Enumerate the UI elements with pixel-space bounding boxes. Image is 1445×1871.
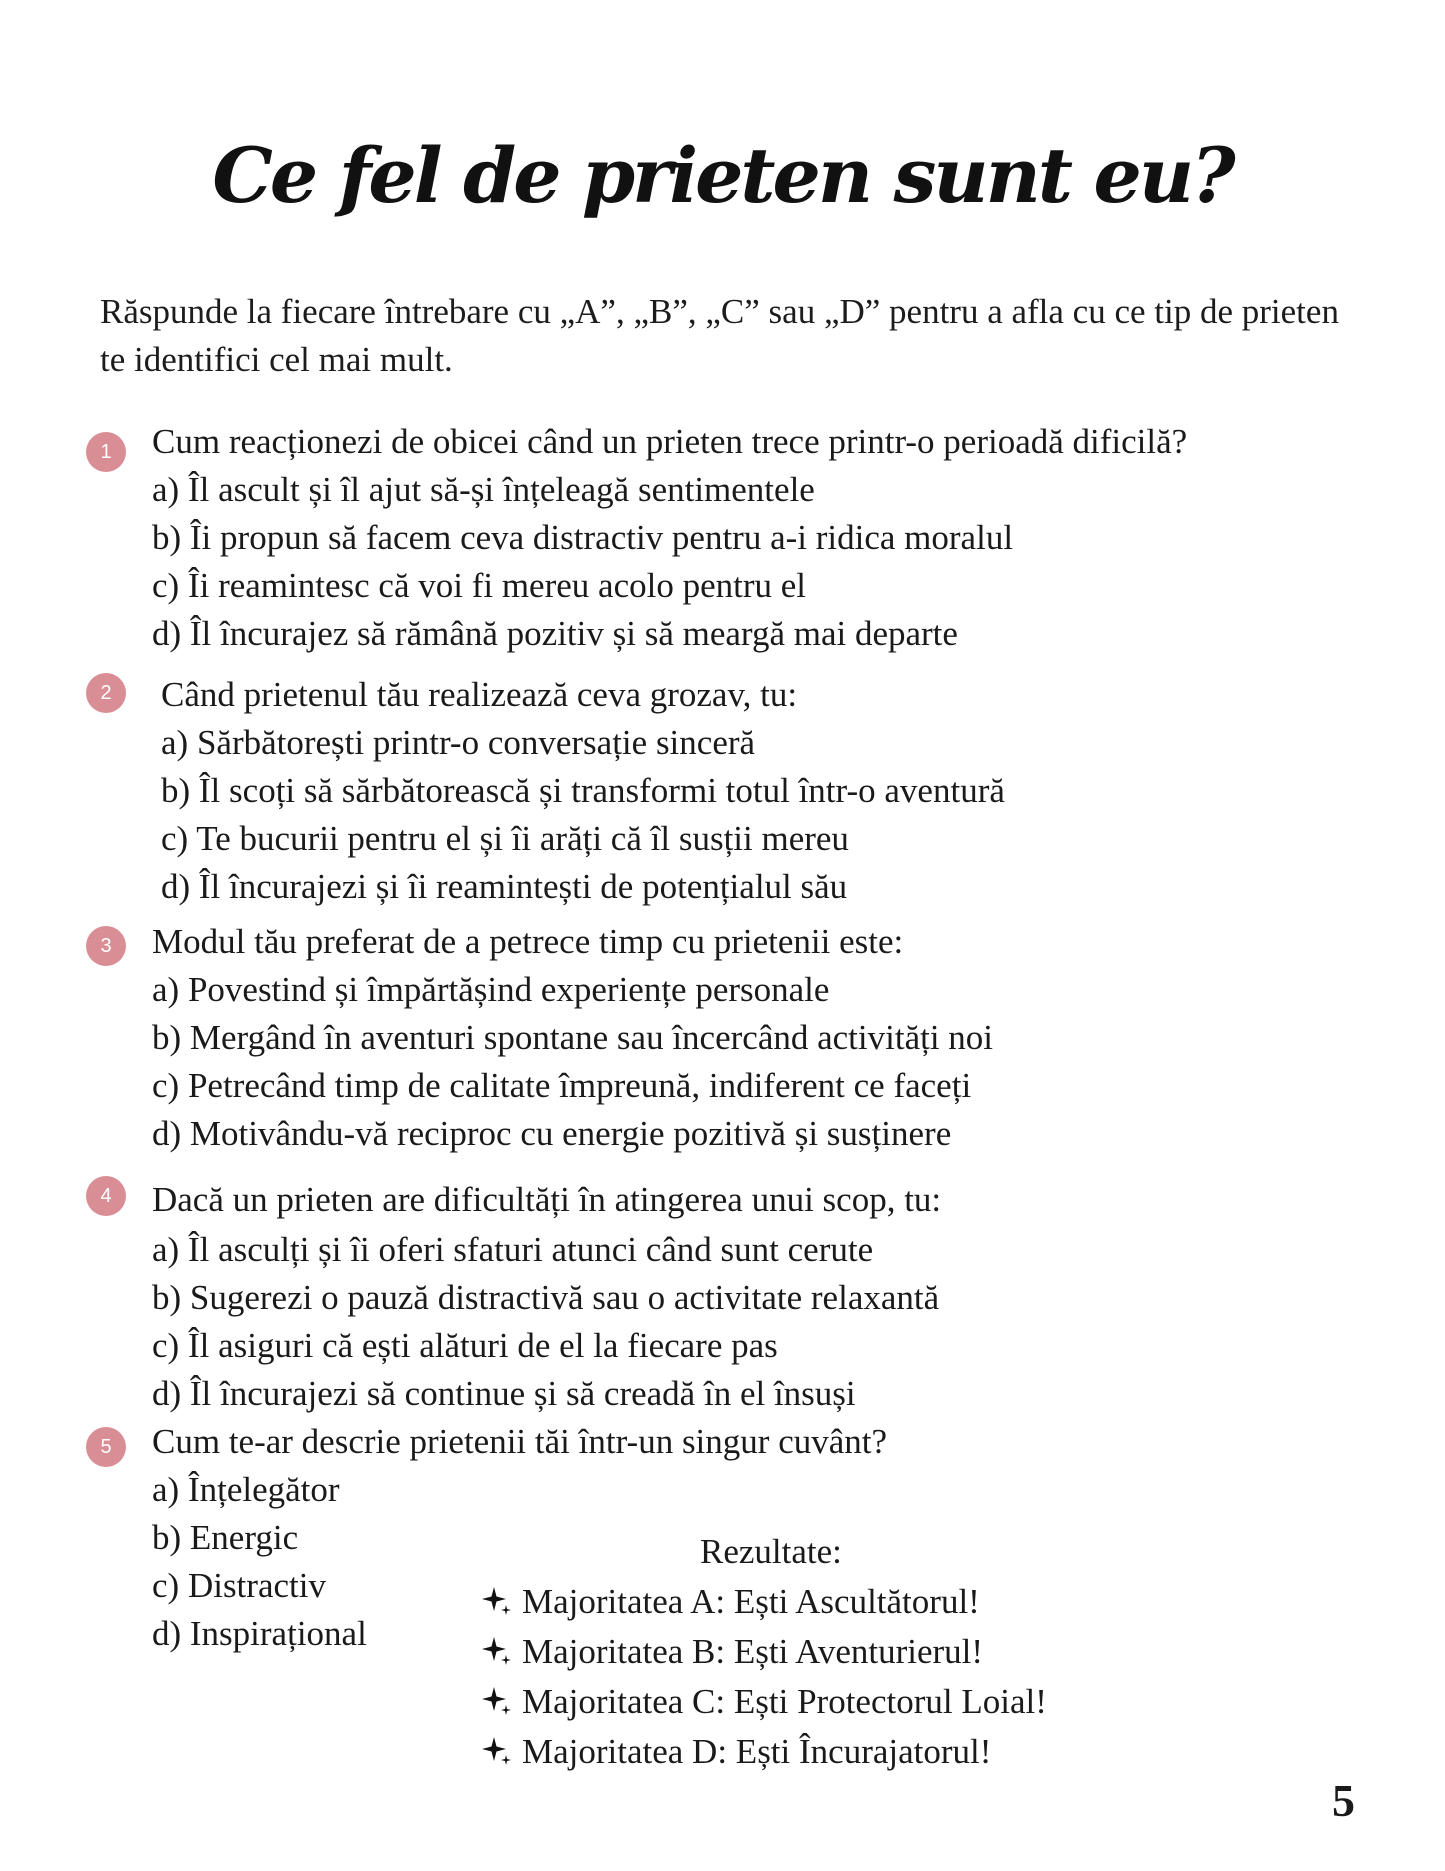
answer-option: a) Înțelegător bbox=[152, 1470, 340, 1509]
answer-option: c) Te bucurii pentru el și îi arăți că îl susții mereu bbox=[161, 819, 849, 858]
answer-option: a) Îl asculți și îi oferi sfaturi atunci când sunt cerute bbox=[152, 1230, 874, 1269]
result-text: Majoritatea A: Ești Ascultătorul! bbox=[522, 1582, 980, 1621]
question-text: Cum reacționezi de obicei când un prieten trece printr-o perioadă dificilă? bbox=[152, 422, 1188, 461]
intro-text: Răspunde la fiecare întrebare cu „A”, „B”, „C” sau „D” pentru a afla cu ce tip de prieten te identifici cel mai mult. bbox=[100, 292, 1339, 379]
answer-option: d) Îl încurajez să rămână pozitiv și să meargă mai departe bbox=[152, 614, 958, 653]
question-text: Modul tău preferat de a petrece timp cu prietenii este: bbox=[152, 922, 904, 961]
answer-option: c) Îl asiguri că ești alături de el la fiecare pas bbox=[152, 1326, 778, 1365]
sparkle-icon bbox=[480, 1635, 512, 1667]
question-number-badge: 1 bbox=[86, 432, 126, 472]
question-4 bbox=[152, 1176, 941, 1418]
question-text: Dacă un prieten are dificultăți în atingerea unui scop, tu: bbox=[152, 1180, 942, 1219]
sparkle-icon bbox=[480, 1685, 512, 1717]
question-number-badge: 5 bbox=[86, 1427, 126, 1467]
answer-option: a) Povestind și împărtășind experiențe personale bbox=[152, 970, 830, 1009]
sparkle-icon bbox=[480, 1585, 512, 1617]
question-number-badge: 4 bbox=[86, 1176, 126, 1216]
result-item bbox=[480, 1578, 980, 1626]
answer-option: b) Îl scoți să sărbătorească și transformi totul într-o aventură bbox=[161, 771, 1005, 810]
answer-option: b) Mergând în aventuri spontane sau încercând activități noi bbox=[152, 1018, 994, 1057]
answer-option: d) Inspirațional bbox=[152, 1614, 367, 1653]
sparkle-icon bbox=[480, 1735, 512, 1767]
result-item bbox=[480, 1628, 983, 1676]
page-title: Ce fel de prieten sunt eu? bbox=[212, 131, 1233, 220]
question-text: Cum te-ar descrie prietenii tăi într-un singur cuvânt? bbox=[152, 1422, 888, 1461]
answer-option: b) Sugerezi o pauză distractivă sau o activitate relaxantă bbox=[152, 1278, 940, 1317]
answer-option: a) Sărbătorești printr-o conversație sinceră bbox=[161, 723, 756, 762]
question-text: Când prietenul tău realizează ceva grozav, tu: bbox=[161, 675, 798, 714]
result-text: Majoritatea D: Ești Încurajatorul! bbox=[522, 1732, 992, 1771]
answer-option: a) Îl ascult și îl ajut să-și înțeleagă sentimentele bbox=[152, 470, 815, 509]
answer-option: d) Motivându-vă reciproc cu energie pozitivă și susținere bbox=[152, 1114, 952, 1153]
answer-option: d) Îl încurajezi și îi reamintești de potențialul său bbox=[161, 867, 848, 906]
question-1 bbox=[152, 418, 1187, 658]
result-text: Majoritatea C: Ești Protectorul Loial! bbox=[522, 1682, 1047, 1721]
results-title: Rezultate: bbox=[700, 1532, 842, 1571]
page-number: 5 bbox=[1332, 1775, 1355, 1826]
result-text: Majoritatea B: Ești Aventurierul! bbox=[522, 1632, 984, 1671]
answer-option: b) Îi propun să facem ceva distractiv pentru a-i ridica moralul bbox=[152, 518, 1014, 557]
question-number-badge: 3 bbox=[86, 926, 126, 966]
question-number-badge: 2 bbox=[86, 673, 126, 713]
answer-option: c) Petrecând timp de calitate împreună, indiferent ce faceți bbox=[152, 1066, 972, 1105]
answer-option: d) Îl încurajezi să continue și să creadă în el însuși bbox=[152, 1374, 856, 1413]
result-item bbox=[480, 1678, 1047, 1726]
answer-option: c) Distractiv bbox=[152, 1566, 326, 1605]
question-3 bbox=[152, 918, 993, 1158]
answer-option: b) Energic bbox=[152, 1518, 299, 1557]
answer-option: c) Îi reamintesc că voi fi mereu acolo pentru el bbox=[152, 566, 806, 605]
question-2 bbox=[161, 671, 1005, 911]
result-item bbox=[480, 1728, 991, 1776]
